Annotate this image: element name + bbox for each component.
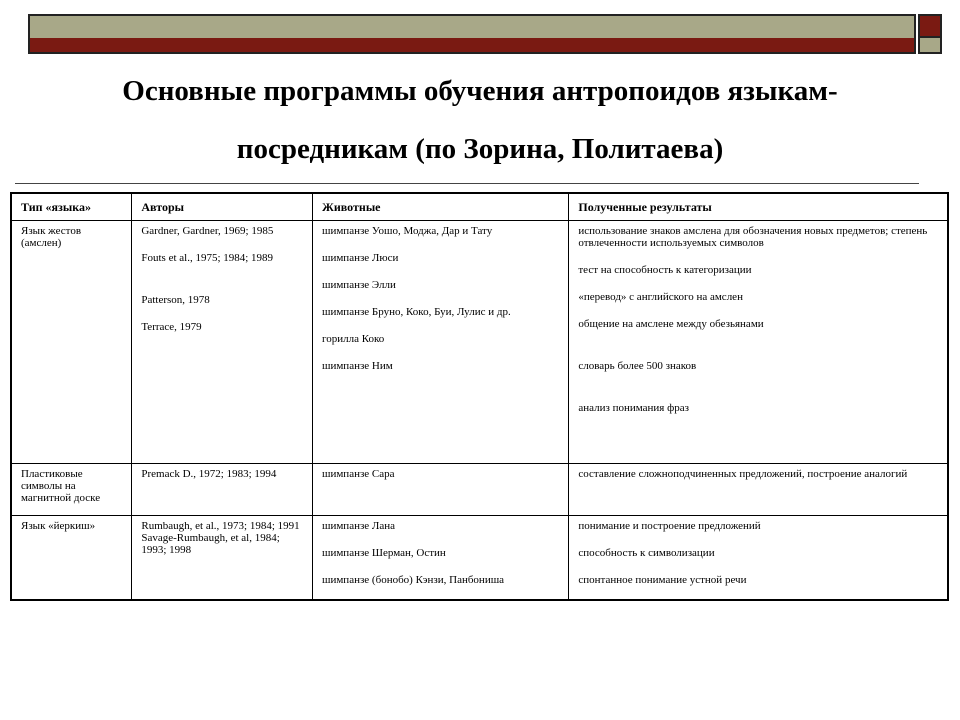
result-entry: спонтанное понимание устной речи bbox=[578, 574, 747, 586]
header-cell-animals: Животные bbox=[312, 193, 568, 221]
animal-entry: шимпанзе (бонобо) Кэнзи, Панбониша bbox=[321, 574, 505, 586]
author-entry: Fouts et al., 1975; 1984; 1989 bbox=[141, 252, 274, 264]
cell-type: Пластиковые символы на магнитной доске bbox=[11, 464, 132, 516]
table-row bbox=[11, 464, 948, 516]
title-underline bbox=[15, 183, 919, 184]
header-cell-authors: Авторы bbox=[132, 193, 313, 221]
table-row bbox=[11, 516, 948, 600]
author-entry: Patterson, 1978 bbox=[141, 294, 210, 306]
animal-entry: шимпанзе Шерман, Остин bbox=[321, 547, 446, 559]
animal-entry: шимпанзе Элли bbox=[321, 279, 396, 291]
header-decor-band bbox=[28, 14, 916, 38]
animal-entry: горилла Коко bbox=[321, 333, 385, 345]
table-header-row bbox=[11, 193, 948, 221]
header-decor-bar bbox=[28, 38, 916, 54]
result-entry: понимание и построение предложений bbox=[578, 520, 761, 532]
slide-title-line-1: Основные программы обучения антропоидов языкам- bbox=[122, 75, 838, 107]
result-entry: тест на способность к категоризации bbox=[578, 264, 752, 276]
table-row bbox=[11, 221, 948, 464]
cell-authors: Premack D., 1972; 1983; 1994 bbox=[132, 464, 313, 516]
cell-results bbox=[569, 221, 948, 464]
animal-entry: шимпанзе Бруно, Коко, Буи, Лулис и др. bbox=[321, 306, 511, 318]
author-entry: Terrace, 1979 bbox=[141, 321, 202, 333]
cell-authors bbox=[132, 221, 313, 464]
cell-results: составление сложноподчиненных предложений, построение аналогий bbox=[569, 464, 948, 516]
animal-entry: шимпанзе Лана bbox=[321, 520, 396, 532]
cell-authors: Rumbaugh, et al., 1973; 1984; 1991 Savage-Rumbaugh, et al, 1984; 1993; 1998 bbox=[132, 516, 313, 600]
result-entry: словарь более 500 знаков bbox=[578, 360, 697, 372]
author-entry: Gardner, Gardner, 1969; 1985 bbox=[141, 225, 274, 237]
header-decor-square-olive bbox=[918, 38, 942, 54]
result-entry: использование знаков амслена для обозначения новых предметов; степень отвлеченности используемых символов bbox=[578, 225, 928, 249]
result-entry: способность к символизации bbox=[578, 547, 715, 559]
result-entry: анализ понимания фраз bbox=[578, 402, 689, 414]
cell-type: Язык жестов (амслен) bbox=[11, 221, 132, 464]
animal-entry: шимпанзе Люси bbox=[321, 252, 399, 264]
slide-title bbox=[60, 62, 900, 178]
header-decor-square-red bbox=[918, 14, 942, 38]
header-cell-results: Полученные результаты bbox=[569, 193, 948, 221]
cell-results bbox=[569, 516, 948, 600]
cell-animals bbox=[312, 516, 568, 600]
animal-entry: шимпанзе Ним bbox=[321, 360, 393, 372]
programs-table bbox=[10, 192, 949, 601]
cell-type: Язык «йеркиш» bbox=[11, 516, 132, 600]
result-entry: «перевод» с английского на амслен bbox=[578, 291, 743, 303]
cell-animals: шимпанзе Сара bbox=[312, 464, 568, 516]
header-cell-type: Тип «языка» bbox=[11, 193, 132, 221]
result-entry: общение на амслене между обезьянами bbox=[578, 318, 764, 330]
animal-entry: шимпанзе Уошо, Моджа, Дар и Тату bbox=[321, 225, 493, 237]
cell-animals bbox=[312, 221, 568, 464]
slide-title-line-2: посредникам (по Зорина, Политаева) bbox=[236, 133, 724, 165]
